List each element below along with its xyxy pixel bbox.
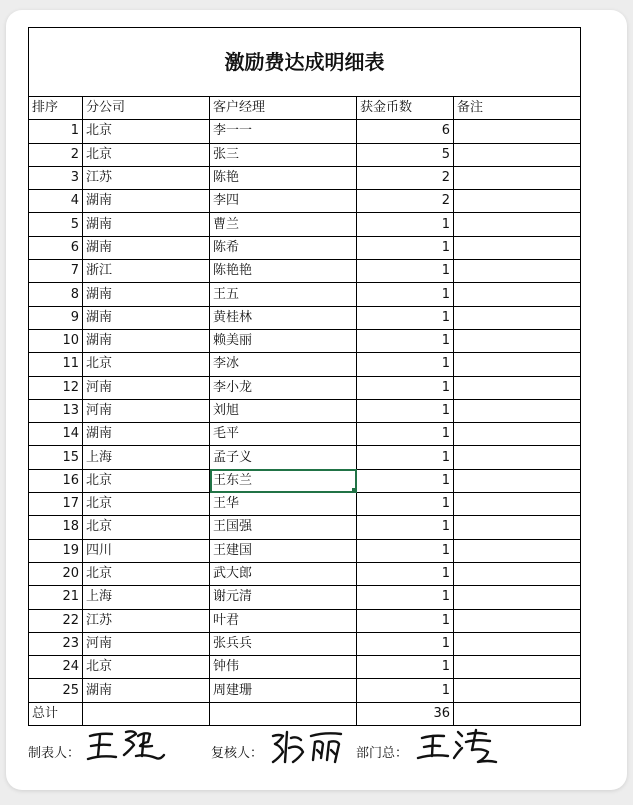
branch-cell[interactable]: 北京	[83, 516, 210, 539]
manager-cell[interactable]: 陈希	[210, 236, 357, 259]
manager-cell[interactable]: 刘旭	[210, 399, 357, 422]
manager-cell[interactable]: 张三	[210, 143, 357, 166]
note-cell[interactable]	[454, 516, 581, 539]
note-cell[interactable]	[454, 399, 581, 422]
manager-cell[interactable]: 钟伟	[210, 656, 357, 679]
table-row	[29, 656, 581, 679]
table-row	[29, 166, 581, 189]
note-cell[interactable]	[454, 353, 581, 376]
preparer-signature-image	[86, 722, 176, 768]
manager-cell[interactable]: 赖美丽	[210, 329, 357, 352]
total-label-cell[interactable]: 总计	[29, 702, 83, 725]
rank-cell[interactable]: 3	[29, 166, 83, 189]
manager-cell[interactable]: 王华	[210, 493, 357, 516]
rank-cell[interactable]: 23	[29, 632, 83, 655]
coins-cell[interactable]: 1	[357, 423, 454, 446]
manager-cell[interactable]: 陈艳艳	[210, 260, 357, 283]
coins-cell[interactable]: 1	[357, 353, 454, 376]
branch-cell[interactable]: 北京	[83, 469, 210, 492]
signature-dept-head	[356, 722, 546, 772]
table-row	[29, 143, 581, 166]
table-row	[29, 376, 581, 399]
manager-cell[interactable]: 曹兰	[210, 213, 357, 236]
branch-cell[interactable]: 北京	[83, 493, 210, 516]
rank-cell[interactable]: 16	[29, 469, 83, 492]
rank-cell[interactable]: 22	[29, 609, 83, 632]
total-coins-cell[interactable]: 36	[357, 702, 454, 725]
header-manager[interactable]: 客户经理	[210, 97, 357, 120]
note-cell[interactable]	[454, 260, 581, 283]
coins-cell[interactable]: 2	[357, 166, 454, 189]
branch-cell[interactable]: 湖南	[83, 283, 210, 306]
coins-cell[interactable]: 1	[357, 656, 454, 679]
manager-cell[interactable]: 张兵兵	[210, 632, 357, 655]
signature-preparer	[28, 722, 198, 772]
note-cell[interactable]	[454, 539, 581, 562]
coins-cell[interactable]: 5	[357, 143, 454, 166]
coins-cell[interactable]: 1	[357, 493, 454, 516]
table-row	[29, 283, 581, 306]
manager-cell[interactable]: 王国强	[210, 516, 357, 539]
branch-cell[interactable]: 四川	[83, 539, 210, 562]
table-row	[29, 213, 581, 236]
branch-cell[interactable]: 湖南	[83, 679, 210, 702]
branch-cell[interactable]: 北京	[83, 120, 210, 143]
manager-cell[interactable]: 王东兰	[210, 469, 357, 492]
coins-cell[interactable]: 1	[357, 306, 454, 329]
reviewer-label: 复核人：	[211, 746, 264, 761]
header-rank[interactable]: 排序	[29, 97, 83, 120]
table-row	[29, 353, 581, 376]
coins-cell[interactable]: 1	[357, 516, 454, 539]
table-row	[29, 609, 581, 632]
branch-cell[interactable]: 北京	[83, 656, 210, 679]
rank-cell[interactable]: 15	[29, 446, 83, 469]
manager-cell[interactable]: 李一一	[210, 120, 357, 143]
branch-cell[interactable]: 上海	[83, 446, 210, 469]
manager-cell[interactable]: 毛平	[210, 423, 357, 446]
branch-cell[interactable]: 河南	[83, 376, 210, 399]
rank-cell[interactable]: 11	[29, 353, 83, 376]
rank-cell[interactable]: 12	[29, 376, 83, 399]
table-row	[29, 190, 581, 213]
coins-cell[interactable]: 1	[357, 609, 454, 632]
table-title[interactable]: 激励费达成明细表	[29, 28, 581, 97]
branch-cell[interactable]: 上海	[83, 586, 210, 609]
rank-cell[interactable]: 20	[29, 562, 83, 585]
note-cell[interactable]	[454, 446, 581, 469]
coins-cell[interactable]: 1	[357, 283, 454, 306]
table-row	[29, 236, 581, 259]
dept-head-label: 部门总：	[356, 746, 409, 761]
note-cell[interactable]	[454, 679, 581, 702]
coins-cell[interactable]: 1	[357, 586, 454, 609]
rank-cell[interactable]: 7	[29, 260, 83, 283]
rank-cell[interactable]: 18	[29, 516, 83, 539]
dept-head-signature-image	[416, 722, 516, 768]
table-row	[29, 423, 581, 446]
coins-cell[interactable]: 1	[357, 679, 454, 702]
branch-cell[interactable]: 北京	[83, 353, 210, 376]
branch-cell[interactable]: 江苏	[83, 609, 210, 632]
table-row	[29, 632, 581, 655]
coins-cell[interactable]: 1	[357, 213, 454, 236]
table-row	[29, 120, 581, 143]
coins-cell[interactable]: 2	[357, 190, 454, 213]
coins-cell[interactable]: 1	[357, 469, 454, 492]
branch-cell[interactable]: 湖南	[83, 213, 210, 236]
manager-cell[interactable]: 李小龙	[210, 376, 357, 399]
note-cell[interactable]	[454, 213, 581, 236]
manager-cell[interactable]: 黄桂林	[210, 306, 357, 329]
coins-cell[interactable]: 1	[357, 632, 454, 655]
note-cell[interactable]	[454, 562, 581, 585]
signature-footer	[28, 722, 580, 772]
note-cell[interactable]	[454, 166, 581, 189]
note-cell[interactable]	[454, 493, 581, 516]
rank-cell[interactable]: 14	[29, 423, 83, 446]
branch-cell[interactable]: 北京	[83, 562, 210, 585]
manager-cell[interactable]: 谢元清	[210, 586, 357, 609]
coins-cell[interactable]: 1	[357, 539, 454, 562]
note-cell[interactable]	[454, 586, 581, 609]
note-cell[interactable]	[454, 329, 581, 352]
rank-cell[interactable]: 6	[29, 236, 83, 259]
note-cell[interactable]	[454, 423, 581, 446]
rank-cell[interactable]: 5	[29, 213, 83, 236]
manager-cell[interactable]: 武大郎	[210, 562, 357, 585]
coins-cell[interactable]: 1	[357, 446, 454, 469]
table-row	[29, 679, 581, 702]
note-cell[interactable]	[454, 306, 581, 329]
detail-table	[28, 27, 581, 726]
table-row	[29, 469, 581, 492]
manager-cell[interactable]: 王五	[210, 283, 357, 306]
rank-cell[interactable]: 2	[29, 143, 83, 166]
table-row	[29, 260, 581, 283]
reviewer-signature-image	[269, 722, 359, 768]
table-row	[29, 446, 581, 469]
manager-cell[interactable]: 王建国	[210, 539, 357, 562]
manager-cell[interactable]: 叶君	[210, 609, 357, 632]
note-cell[interactable]	[454, 632, 581, 655]
rank-cell[interactable]: 1	[29, 120, 83, 143]
branch-cell[interactable]: 北京	[83, 143, 210, 166]
manager-cell[interactable]: 李冰	[210, 353, 357, 376]
branch-cell[interactable]: 湖南	[83, 236, 210, 259]
table-row	[29, 586, 581, 609]
rank-cell[interactable]: 25	[29, 679, 83, 702]
header-note[interactable]: 备注	[454, 97, 581, 120]
note-cell[interactable]	[454, 190, 581, 213]
note-cell[interactable]	[454, 656, 581, 679]
branch-cell[interactable]: 湖南	[83, 190, 210, 213]
rank-cell[interactable]: 8	[29, 283, 83, 306]
coins-cell[interactable]: 1	[357, 260, 454, 283]
manager-cell[interactable]: 李四	[210, 190, 357, 213]
note-cell[interactable]	[454, 236, 581, 259]
branch-cell[interactable]: 浙江	[83, 260, 210, 283]
branch-cell[interactable]: 湖南	[83, 423, 210, 446]
coins-cell[interactable]: 1	[357, 236, 454, 259]
coins-cell[interactable]: 6	[357, 120, 454, 143]
coins-cell[interactable]: 1	[357, 562, 454, 585]
header-coins[interactable]: 获金币数	[357, 97, 454, 120]
note-cell[interactable]	[454, 143, 581, 166]
table-row	[29, 306, 581, 329]
branch-cell[interactable]: 湖南	[83, 306, 210, 329]
spreadsheet	[28, 27, 581, 726]
branch-cell[interactable]: 河南	[83, 632, 210, 655]
note-cell[interactable]	[454, 376, 581, 399]
header-branch[interactable]: 分公司	[83, 97, 210, 120]
manager-cell[interactable]: 孟子义	[210, 446, 357, 469]
coins-cell[interactable]: 1	[357, 376, 454, 399]
note-cell[interactable]	[454, 283, 581, 306]
table-row	[29, 516, 581, 539]
branch-cell[interactable]: 江苏	[83, 166, 210, 189]
rank-cell[interactable]: 4	[29, 190, 83, 213]
note-cell[interactable]	[454, 469, 581, 492]
rank-cell[interactable]: 21	[29, 586, 83, 609]
coins-cell[interactable]: 1	[357, 399, 454, 422]
table-row	[29, 399, 581, 422]
table-row	[29, 562, 581, 585]
table-row	[29, 493, 581, 516]
preparer-label: 制表人：	[28, 746, 81, 761]
branch-cell[interactable]: 湖南	[83, 329, 210, 352]
header-row	[29, 97, 581, 120]
branch-cell[interactable]: 河南	[83, 399, 210, 422]
title-row	[29, 28, 581, 97]
rank-cell[interactable]: 24	[29, 656, 83, 679]
table-row	[29, 329, 581, 352]
rank-cell[interactable]: 13	[29, 399, 83, 422]
manager-cell[interactable]: 周建珊	[210, 679, 357, 702]
manager-cell[interactable]: 陈艳	[210, 166, 357, 189]
note-cell[interactable]	[454, 609, 581, 632]
rank-cell[interactable]: 10	[29, 329, 83, 352]
rank-cell[interactable]: 19	[29, 539, 83, 562]
rank-cell[interactable]: 17	[29, 493, 83, 516]
table-row	[29, 539, 581, 562]
coins-cell[interactable]: 1	[357, 329, 454, 352]
note-cell[interactable]	[454, 120, 581, 143]
rank-cell[interactable]: 9	[29, 306, 83, 329]
